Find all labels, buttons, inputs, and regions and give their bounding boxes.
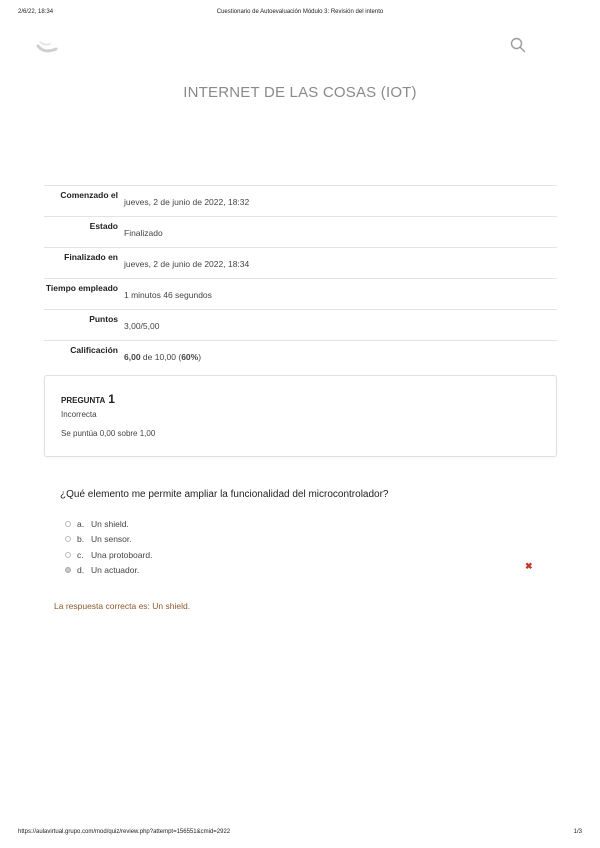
question-status: Incorrecta bbox=[61, 410, 97, 419]
question-label bbox=[61, 392, 115, 406]
summary-row-started bbox=[44, 186, 557, 217]
answer-text: Un actuador. bbox=[91, 565, 140, 576]
print-footer bbox=[18, 829, 582, 839]
correct-answer-feedback: La respuesta correcta es: Un shield. bbox=[54, 601, 191, 611]
question-label-text: PREGUNTA bbox=[61, 396, 106, 405]
summary-label: Tiempo empleado bbox=[45, 283, 118, 293]
incorrect-mark-icon: ✖ bbox=[525, 561, 533, 571]
answer-text: Una protoboard. bbox=[91, 549, 153, 560]
summary-row-finished bbox=[44, 248, 557, 279]
course-title: INTERNET DE LAS COSAS (IOT) bbox=[183, 84, 417, 101]
summary-value: jueves, 2 de junio de 2022, 18:34 bbox=[124, 259, 250, 269]
grade-end: ) bbox=[198, 352, 202, 362]
print-date: 2/6/22, 18:34 bbox=[18, 9, 54, 15]
logo-icon[interactable] bbox=[34, 37, 64, 55]
grade-percent: 60% bbox=[181, 352, 199, 362]
grade-score: 6,00 bbox=[124, 352, 141, 362]
summary-value: Finalizado bbox=[124, 228, 163, 238]
print-header bbox=[18, 9, 582, 19]
summary-row-points bbox=[44, 310, 557, 341]
question-text: ¿Qué elemento me permite ampliar la funcionalidad del microcontrolador? bbox=[60, 489, 389, 500]
radio-button[interactable] bbox=[65, 552, 71, 558]
summary-row-grade bbox=[44, 341, 557, 372]
search-icon[interactable] bbox=[510, 37, 526, 53]
summary-label: Finalizado en bbox=[64, 252, 118, 262]
summary-value: 1 minutos 46 segundos bbox=[124, 290, 212, 300]
summary-value: 3,00/5,00 bbox=[124, 321, 160, 331]
summary-label: Puntos bbox=[89, 314, 118, 324]
summary-value: jueves, 2 de junio de 2022, 18:32 bbox=[124, 197, 250, 207]
answer-letter: c. bbox=[77, 549, 84, 560]
grade-mid: de 10,00 ( bbox=[140, 352, 182, 362]
summary-value bbox=[124, 341, 557, 372]
summary-row-time-taken bbox=[44, 279, 557, 310]
question-info-box bbox=[44, 375, 557, 457]
radio-button[interactable] bbox=[65, 536, 71, 542]
answer-letter: b. bbox=[77, 534, 85, 545]
print-document-title: Cuestionario de Autoevaluación Módulo 3: Revisión del intento bbox=[216, 9, 384, 15]
answer-list bbox=[65, 516, 152, 578]
summary-row-state bbox=[44, 217, 557, 248]
attempt-summary-table bbox=[44, 185, 557, 371]
summary-label: Estado bbox=[89, 221, 118, 231]
answer-option-b[interactable] bbox=[65, 532, 152, 548]
print-page-number: 1/3 bbox=[573, 829, 582, 835]
answer-option-a[interactable] bbox=[65, 516, 152, 532]
answer-letter: a. bbox=[77, 518, 85, 529]
question-grade: Se puntúa 0,00 sobre 1,00 bbox=[61, 429, 156, 438]
question-number: 1 bbox=[108, 392, 115, 406]
answer-letter: d. bbox=[77, 565, 85, 576]
summary-label: Calificación bbox=[70, 345, 118, 355]
radio-button-selected[interactable] bbox=[65, 567, 71, 573]
answer-option-c[interactable] bbox=[65, 547, 152, 563]
answer-option-d[interactable] bbox=[65, 563, 152, 579]
summary-label: Comenzado el bbox=[60, 190, 118, 200]
answer-text: Un shield. bbox=[91, 518, 129, 529]
answer-text: Un sensor. bbox=[91, 534, 132, 545]
radio-button[interactable] bbox=[65, 521, 71, 527]
print-url: https://aulavirtual.grupo.com/mod/quiz/review.php?attempt=156551&cmid=2922 bbox=[18, 829, 231, 835]
